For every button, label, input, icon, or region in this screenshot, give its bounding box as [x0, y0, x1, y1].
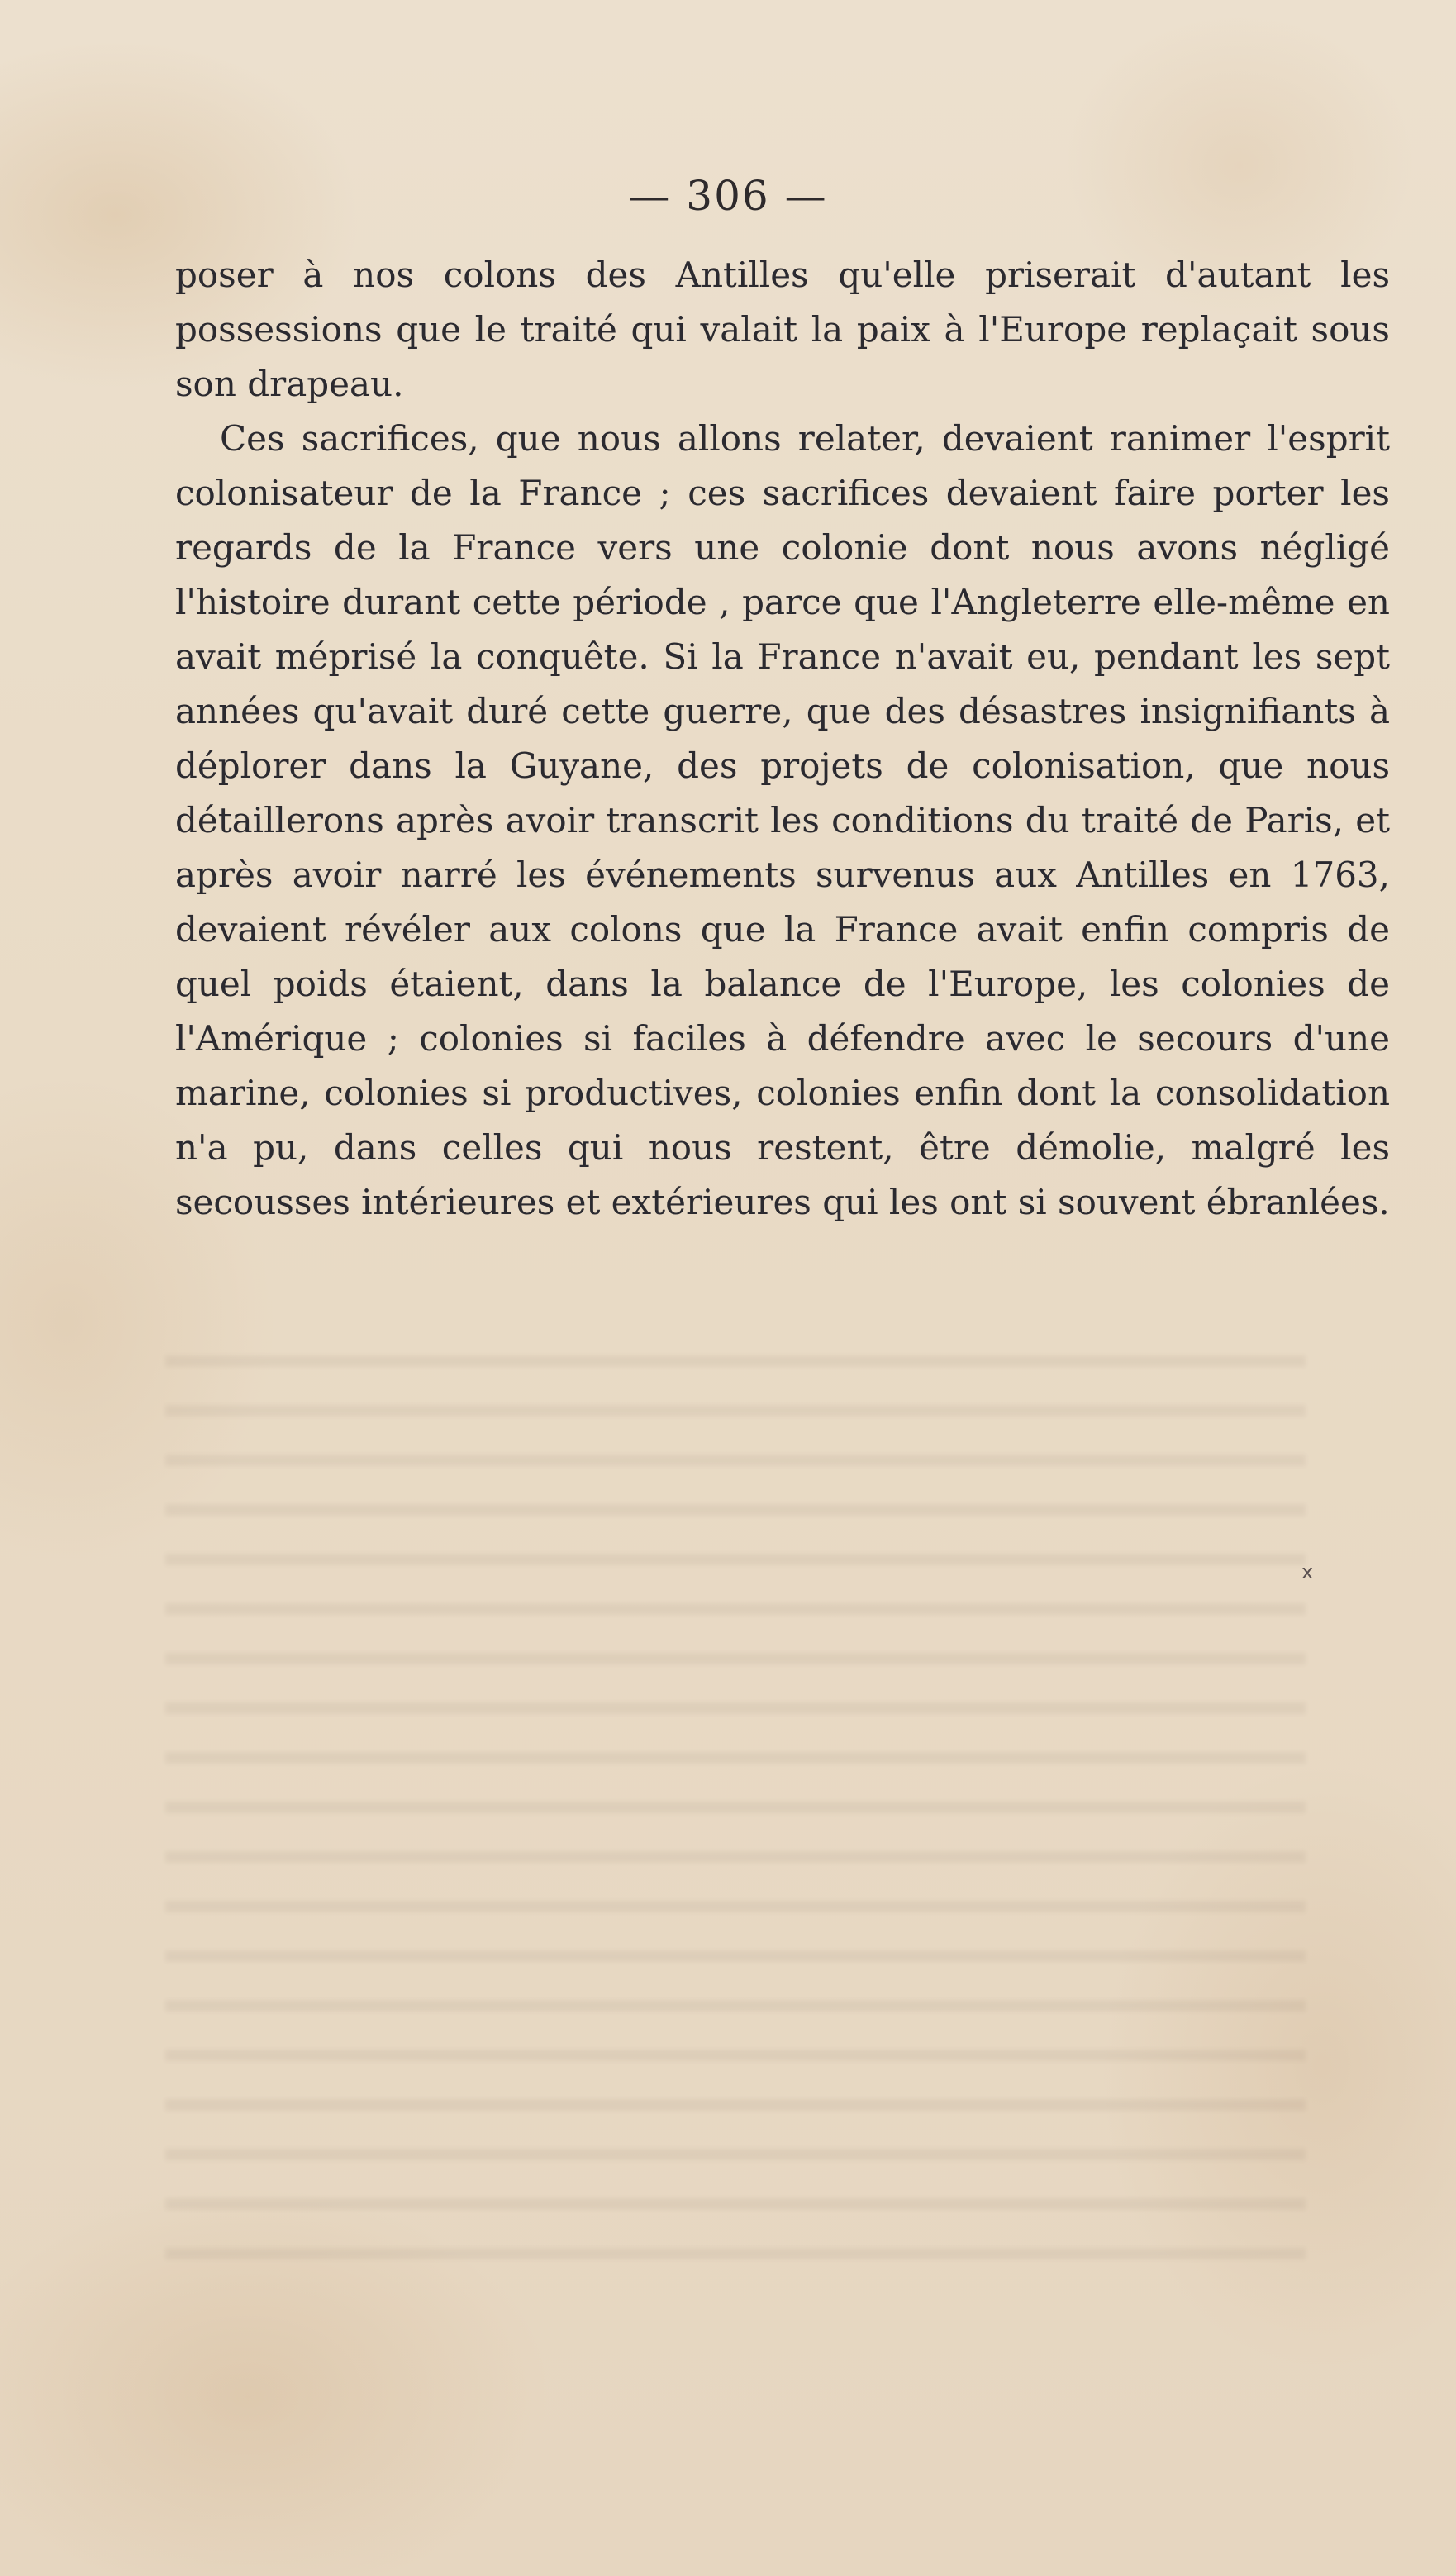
- body-text: [175, 248, 1390, 1230]
- stray-mark: x: [1301, 1560, 1314, 1583]
- paragraph-2: Ces sacrifices, que nous allons relater, devaient ranimer l'esprit colonisateur de la France ; ces sacrifices devaient faire porter les regards de la France vers une colonie dont nous avons négligé l'histoire durant cette période , parce que l'Angleterre elle-même en avait méprisé la conquête. Si la France n'avait eu, pendant les sept années qu'avait duré cette guerre, que des désastres insignifiants à déplorer dans la Guyane, des projets de colonisation, que nous détaillerons après avoir transcrit les conditions du traité de Paris, et après avoir narré les événements survenus aux Antilles en 1763, devaient révéler aux colons que la France avait enfin compris de quel poids étaient, dans la balance de l'Europe, les colonies de l'Amérique ; colonies si faciles à défendre avec le secours d'une marine, colonies si productives, colonies enfin dont la consolidation n'a pu, dans celles qui nous restent, être démolie, malgré les secousses intérieures et extérieures qui les ont si souvent ébranlées.: [175, 418, 1390, 1222]
- paragraph-1: poser à nos colons des Antilles qu'elle priserait d'autant les possessions que le traité qui valait la paix à l'Europe replaçait sous son drapeau.: [175, 255, 1390, 404]
- page-number: — 306 —: [628, 172, 828, 220]
- show-through-text: [165, 1355, 1306, 2264]
